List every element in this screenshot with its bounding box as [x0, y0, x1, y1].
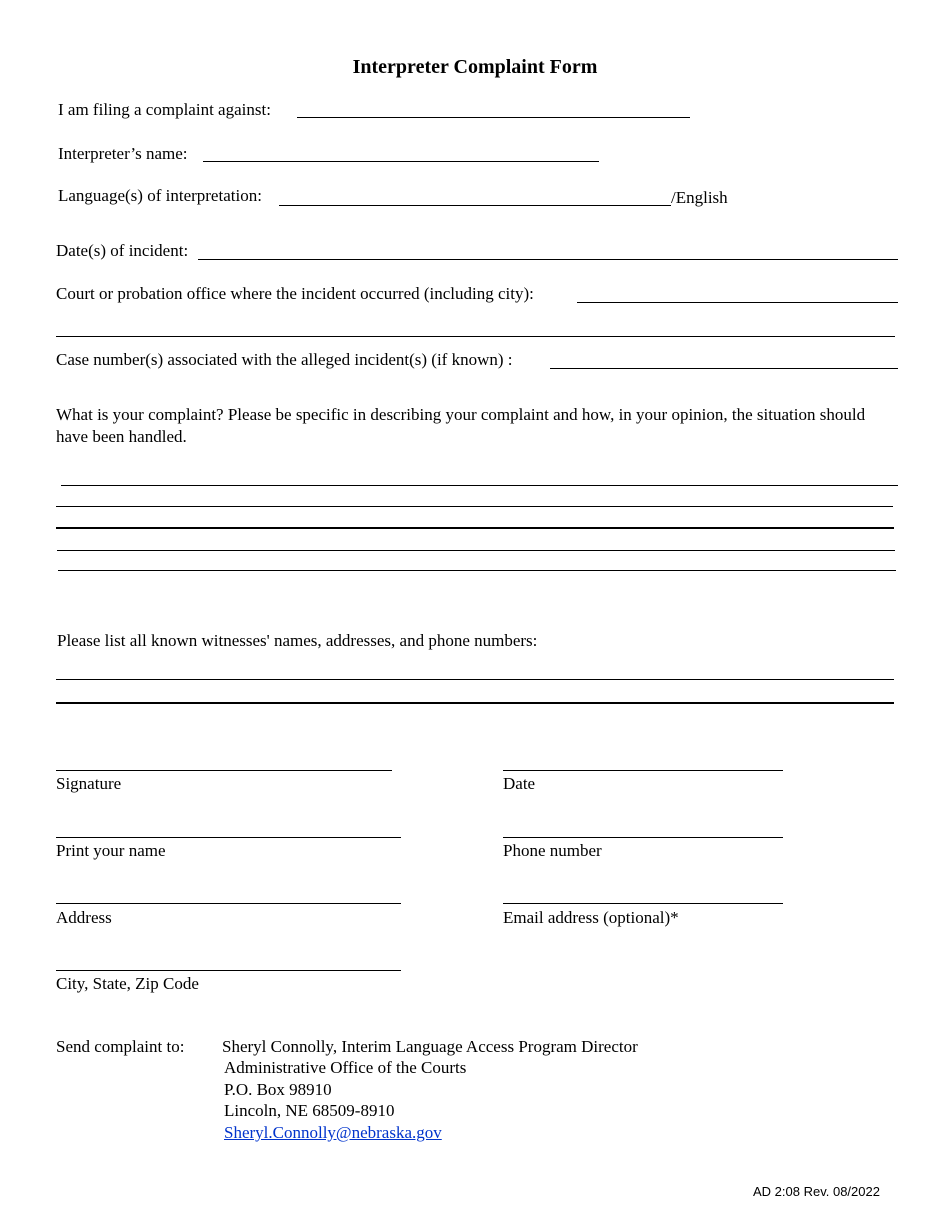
recipient-office: Administrative Office of the Courts — [224, 1058, 467, 1077]
recipient-city-line: Lincoln, NE 68509-8910 — [224, 1101, 395, 1120]
complaint-line-5[interactable] — [58, 570, 896, 571]
complaint-against-field[interactable] — [297, 117, 690, 118]
complaint-line-3[interactable] — [56, 527, 894, 529]
signature-label: Signature — [56, 774, 122, 793]
page-title: Interpreter Complaint Form — [352, 56, 598, 78]
complaint-line-2[interactable] — [56, 506, 893, 507]
interpreter-name-label: Interpreter’s name: — [58, 144, 188, 163]
complaint-line-4[interactable] — [57, 550, 895, 551]
date-label: Date — [503, 774, 536, 793]
language-label: Language(s) of interpretation: — [58, 186, 262, 205]
court-office-field[interactable] — [577, 302, 898, 303]
court-office-label: Court or probation office where the incident occurred (including city): — [56, 284, 534, 303]
incident-dates-label: Date(s) of incident: — [56, 241, 189, 260]
interpreter-name-field[interactable] — [203, 161, 599, 162]
witnesses-prompt: Please list all known witnesses' names, addresses, and phone numbers: — [57, 631, 538, 650]
city-state-zip-field[interactable] — [56, 970, 401, 971]
witnesses-line-1[interactable] — [56, 679, 894, 680]
recipient-name-title: Sheryl Connolly, Interim Language Access Program Director — [222, 1037, 638, 1056]
form-code: AD 2:08 Rev. 08/2022 — [753, 1184, 880, 1199]
complaint-question: What is your complaint? Please be specific in describing your complaint and how, in your opinion, the situation should have been handled. — [56, 405, 866, 446]
email-label: Email address (optional)* — [503, 908, 679, 927]
complaint-line-1[interactable] — [61, 485, 898, 486]
recipient-po-box: P.O. Box 98910 — [224, 1080, 332, 1099]
date-field[interactable] — [503, 770, 783, 771]
email-field[interactable] — [503, 903, 783, 904]
court-office-field-line-2[interactable] — [56, 336, 895, 337]
case-numbers-field[interactable] — [550, 368, 898, 369]
complaint-against-label: I am filing a complaint against: — [58, 100, 271, 119]
language-suffix: /English — [671, 188, 728, 207]
print-name-label: Print your name — [56, 841, 166, 860]
city-state-zip-label: City, State, Zip Code — [56, 974, 199, 993]
print-name-field[interactable] — [56, 837, 401, 838]
language-field[interactable] — [279, 205, 671, 206]
phone-field[interactable] — [503, 837, 783, 838]
recipient-email-link[interactable]: Sheryl.Connolly@nebraska.gov — [224, 1123, 442, 1142]
address-field[interactable] — [56, 903, 401, 904]
signature-field[interactable] — [56, 770, 392, 771]
incident-dates-field[interactable] — [198, 259, 898, 260]
address-label: Address — [56, 908, 112, 927]
case-numbers-label: Case number(s) associated with the alleged incident(s) (if known) : — [56, 350, 513, 369]
phone-label: Phone number — [503, 841, 602, 860]
witnesses-line-2[interactable] — [56, 702, 894, 704]
send-to-label: Send complaint to: — [56, 1037, 185, 1056]
